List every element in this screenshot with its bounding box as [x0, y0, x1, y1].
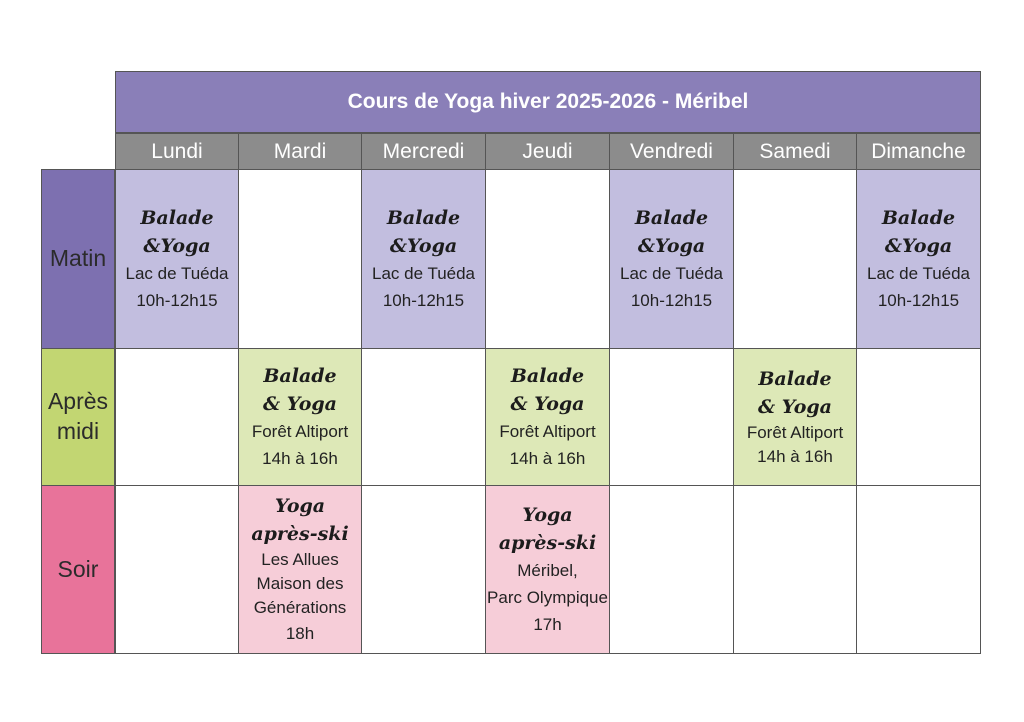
activity-name: Balade: [881, 207, 956, 229]
activity-name: Balade: [634, 207, 709, 229]
activity-place: Générations: [253, 598, 347, 617]
slot-matin-jeudi: [485, 169, 610, 349]
day-header-samedi: Samedi: [733, 133, 857, 170]
period-label: Matin: [49, 245, 107, 272]
slot-matin-samedi: [733, 169, 857, 349]
slot-matin-lundi: [115, 169, 239, 349]
activity-place: Lac de Tuéda: [619, 264, 724, 283]
activity-place: Forêt Altiport: [499, 422, 596, 441]
slot-matin-mercredi: [361, 169, 486, 349]
activity-name: &Yoga: [143, 235, 211, 257]
activity-time: 10h-12h15: [630, 291, 713, 310]
activity-place: Forêt Altiport: [251, 422, 349, 441]
activity-time: 18h: [285, 624, 315, 643]
activity-name: Balade: [263, 365, 337, 387]
period-apres-midi: [41, 348, 115, 486]
day-header-jeudi: Jeudi: [485, 133, 610, 170]
slot-matin-dimanche: [856, 169, 981, 349]
activity-name: &Yoga: [637, 235, 706, 257]
activity-name: après-ski: [251, 523, 349, 545]
period-label: Soir: [57, 555, 99, 582]
slot-soir-mardi: [238, 485, 362, 654]
day-header-mercredi: Mercredi: [361, 133, 486, 170]
activity-name: Balade: [758, 368, 832, 390]
activity-time: 17h: [533, 615, 562, 634]
activity-time: 14h à 16h: [757, 447, 833, 466]
activity-time: 14h à 16h: [262, 449, 338, 468]
slot-apres-midi-jeudi: [485, 348, 610, 486]
activity-name: &Yoga: [389, 235, 458, 257]
activity-name: après-ski: [498, 532, 597, 554]
activity-name: Balade: [510, 365, 585, 387]
slot-apres-midi-dimanche: [856, 348, 981, 486]
activity-name: Balade: [386, 207, 461, 229]
activity-name: Yoga: [522, 504, 573, 526]
activity-time: 10h-12h15: [877, 291, 960, 310]
activity-name: Yoga: [274, 495, 326, 517]
period-soir: [41, 485, 115, 654]
day-header-lundi: Lundi: [115, 133, 239, 170]
slot-soir-jeudi: [485, 485, 610, 654]
activity-name: &Yoga: [884, 235, 953, 257]
slot-matin-vendredi: [609, 169, 734, 349]
slot-apres-midi-samedi: [733, 348, 857, 486]
slot-soir-samedi: [733, 485, 857, 654]
slot-soir-dimanche: [856, 485, 981, 654]
schedule-title: Cours de Yoga hiver 2025-2026 - Méribel: [115, 71, 981, 133]
day-header-dimanche: Dimanche: [856, 133, 981, 170]
activity-place: Parc Olympique: [487, 588, 608, 607]
activity-name: Balade: [140, 207, 214, 229]
activity-time: 10h-12h15: [136, 291, 218, 310]
activity-place: Lac de Tuéda: [866, 264, 971, 283]
period-label-line2: midi: [56, 418, 100, 444]
slot-soir-vendredi: [609, 485, 734, 654]
activity-place: Lac de Tuéda: [125, 264, 229, 283]
slot-apres-midi-mercredi: [361, 348, 486, 486]
day-header-vendredi: Vendredi: [609, 133, 734, 170]
slot-apres-midi-lundi: [115, 348, 239, 486]
slot-matin-mardi: [238, 169, 362, 349]
slot-soir-lundi: [115, 485, 239, 654]
activity-name: & Yoga: [263, 393, 337, 415]
period-label-line1: Après: [47, 388, 109, 415]
activity-place: Forêt Altiport: [746, 423, 844, 442]
slot-soir-mercredi: [361, 485, 486, 654]
activity-time: 14h à 16h: [509, 449, 586, 468]
day-header-mardi: Mardi: [238, 133, 362, 170]
activity-name: & Yoga: [758, 396, 832, 418]
slot-apres-midi-vendredi: [609, 348, 734, 486]
activity-place: Lac de Tuéda: [371, 264, 476, 283]
activity-place: Méribel,: [517, 561, 578, 580]
activity-time: 10h-12h15: [382, 291, 465, 310]
activity-place: Les Allues: [261, 550, 339, 569]
period-matin: [41, 169, 115, 349]
activity-place: Maison des: [256, 574, 344, 593]
slot-apres-midi-mardi: [238, 348, 362, 486]
activity-name: & Yoga: [510, 393, 585, 415]
